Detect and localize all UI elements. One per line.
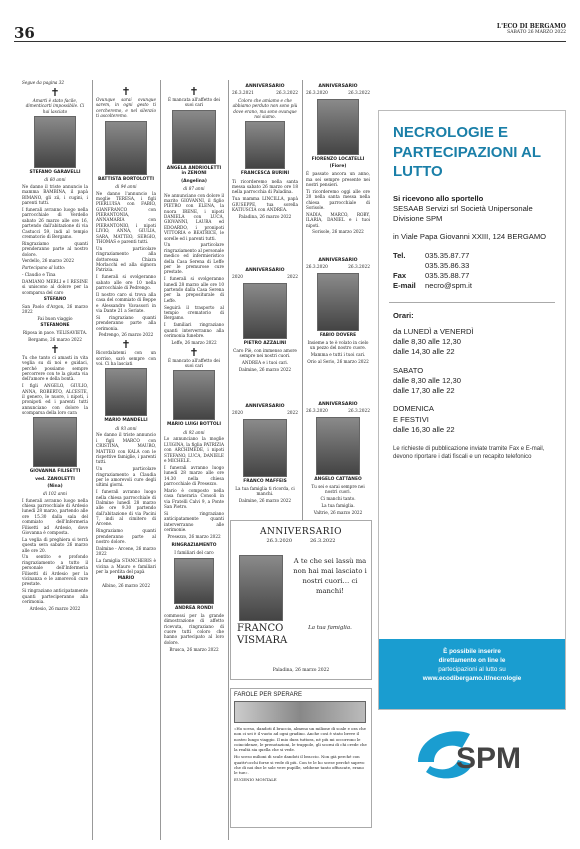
anniversary-date: Dalmine, 26 marzo 2022 [238, 367, 292, 373]
cross-icon: ✝ [121, 85, 131, 98]
obituary-text: I funerali avranno luogo nella parrocchiale di Verdello sabato 26 marzo alle ore 16, partendo dall'abitazione di via Castucci 59, indi al tempio crematorio di Bergamo. [22, 207, 88, 239]
anniversary-dates [232, 411, 298, 417]
obituary-text: Lo annunciano la moglie LUIGINA, la figlia PATRIZIA con ARCHIMEDE, i nipoti STEFANO, LUCA, DANIELE e MICHELE. [164, 436, 224, 463]
obituary-text: È mancata all'affetto dei suoi cari [168, 97, 220, 108]
obituary-text: DAMIANO MERLI e I RESINE si uniscono al dolore per la scomparsa del caro [22, 279, 88, 295]
portrait-photo [317, 273, 359, 331]
deceased-name: ANGELA ANDRIOLETTI in ZENONI [166, 165, 222, 177]
obituary-text: Ne danno il triste annuncio i figli MARCO con CRISTINA, MAURO, MATTEO con KALA con le rispettive famiglie, i parenti tutti. [96, 432, 156, 465]
anniversary-vismara [230, 520, 372, 680]
farole-title: FAROLE PER SPERARE [234, 692, 303, 698]
page-number: 36 [14, 24, 35, 42]
obituary-text: I funerali si svolgeranno lunedì 28 marzo alle ore 10 partendo dalla Casa Serena per la prepositurale di Leffe. [164, 276, 224, 303]
deceased-name: STEFANO [43, 296, 67, 302]
online-banner [379, 639, 565, 709]
date-from: 26.3.2020 [266, 538, 292, 544]
date-to: 26.3.2022 [348, 91, 370, 97]
date-from: 2020 [232, 411, 243, 417]
anniversary-date: Orio al Serio, 26 marzo 2022 [307, 359, 369, 365]
deceased-name: (Angelina) [181, 178, 207, 184]
anniversary-date: Paladina, 26 marzo 2022 [238, 213, 292, 219]
obituary-text: I figli ANGELO, GIULIO, ANNA, ROBERTO, ALCESTE, il genero, le nuore, i nipoti, i pronipoti ed i parenti tutti annunciano con dolore la scomparsa della loro cara [22, 383, 88, 415]
deceased-name: FABIO DOVERE [319, 332, 357, 338]
anniversary-quote: Coloro che amiamo e che abbiamo perduto non sono più dove erano, ma sono ovunque noi siamo. [232, 97, 298, 119]
column-divider [160, 80, 161, 840]
deceased-name: STEFANO GARAVELLI [29, 170, 81, 175]
obituary-date: Ardesio, 26 marzo 2022 [29, 605, 81, 611]
anniversary-dates [306, 91, 370, 97]
anniversary-quote: A te che sei lassù ma non hai mai lasciato i nostri cuori… ci manchi! [293, 557, 367, 595]
obituary-text: Ringraziamo quanti prenderanno parte al nostro dolore. [22, 240, 88, 257]
obituary-text: La famiglia STANCHERIS è vicina a Mauro e familiari per la perdita del papà [96, 558, 156, 574]
anniversary-heading: ANNIVERSARIO [318, 402, 358, 407]
obituary-text: Tu che tanto ci amasti in vita veglia su di noi e guidaci, perché possiamo sempre percorrere con te la giusta via dell'amore e della bontà. [22, 354, 88, 382]
anniversary-dates [306, 265, 370, 271]
farole-text: Ho sceso milioni di scale dandoti il braccio. Non già perché con quattr'occhi forse si vede di più. Con te le ho scese perché sapevo che di noi due le sole vere pupille, sebbene tanto offuscate, erano le tue». [234, 754, 365, 776]
obituary-text: Si ringraziano anticipatamente quanti parteciperanno alla cerimonia. [22, 588, 88, 604]
obituary-text: Fai buon viaggio [37, 316, 73, 321]
deceased-name: FIORENZO LOCATELLI [311, 156, 365, 162]
obituary-text: I familiari ringraziano quanti interverranno alla cerimonia funebre. [164, 322, 224, 338]
date-to: 26.3.2022 [310, 538, 336, 544]
date-from: 2020 [232, 275, 243, 281]
portrait-photo [239, 555, 283, 621]
column-divider [228, 80, 229, 840]
farole-per-sperare [230, 688, 372, 828]
anniversary-date: Dalmine, 26 marzo 2022 [238, 498, 292, 504]
date-to: 2022 [287, 275, 298, 281]
portrait-photo [172, 110, 216, 164]
anniversary-dovere [306, 258, 370, 366]
deceased-name: MARIO MANDELLI [104, 418, 148, 424]
anniversary-date: Sorisole, 26 marzo 2022 [312, 229, 364, 235]
spm-logo-text: SPM [456, 742, 522, 775]
cross-icon: ✝ [50, 342, 60, 356]
obituary-text: Seguirà il trasporto al tempio crematorio di Bergamo. [164, 304, 224, 321]
obituary-text: Un sentito e profondo ringraziamento a tutto il personale dell'Infermeria Filisetti di Ardesio per la vicinanza e le amorevoli cure prestate. [22, 554, 88, 587]
anniversary-text: È passato ancora un anno, ma sei sempre presente nei nostri pensieri. [306, 171, 370, 187]
panel-hours [393, 311, 565, 436]
fax-label: Fax [393, 271, 407, 280]
portrait-photo [243, 283, 287, 339]
obituary-text: commossi per la grande dimostrazione di affetto ricevuta, ringraziano di cuore tutti coloro che hanno partecipato al loro dolore. [164, 612, 224, 645]
portrait-photo [316, 417, 360, 475]
continued-label: Segue da pagina 32 [22, 80, 65, 85]
obituary-quote: Amarti è stato facile, dimenticarti impossibile. Ci hai lasciato [25, 97, 85, 114]
deceased-name: FRANCESCA BURINI [240, 171, 290, 177]
deceased-name: BATTISTA BORTOLOTTI [98, 176, 154, 182]
anniversary-text: ANDREA e i tuoi cari. [241, 360, 289, 366]
anniversary-text: Mamma e tutti i tuoi cari. [310, 352, 366, 358]
column-divider [302, 80, 303, 520]
deceased-name: ANGELO CATTANEO [314, 476, 362, 482]
portrait-photo [34, 116, 76, 168]
obituary-date: Presezzo, 26 marzo 2022 [167, 533, 221, 539]
obituary-text: Si ringraziano quanti prenderanno parte alla cerimonia. [96, 314, 156, 331]
anniversary-heading: ANNIVERSARIO [318, 258, 358, 263]
deceased-age: di 93 anni [115, 425, 137, 431]
column-divider [92, 80, 93, 840]
hours-line: dalle 8,30 alle 12,30 [393, 337, 461, 346]
cross-icon: ✝ [50, 85, 60, 99]
deceased-name: GIOVANNA FILISETTI [29, 469, 81, 475]
masthead-title: L'ECO DI BERGAMO [496, 23, 566, 30]
hours-line: da LUNEDÌ a VENERDÌ [393, 326, 474, 336]
date-to: 26.3.2022 [276, 91, 298, 97]
anniversary-heading: ANNIVERSARIO [259, 527, 343, 537]
date-from: 26.3.2020 [306, 91, 328, 97]
tel-row [393, 261, 565, 271]
portrait-photo [243, 419, 287, 477]
anniversary-text: La tua famiglia. [321, 503, 355, 509]
obituary-text: I funerali avranno luogo nella chiesa parrocchiale di Dalmine lunedì 28 marzo alle ore 9.30 partendo dall'abitazione di via Pacini 7, indi al cimitero di Arcene. [96, 489, 156, 527]
necrologie-info-panel [378, 110, 566, 710]
anniversary-text: Tua mamma LINCILLA, papà GIUSEPPE, tua sorella KATIUSCIA con ANDREA. [232, 196, 298, 212]
necrologie-link[interactable]: www.ecodibergamo.it/necrologie [422, 675, 522, 683]
anniversary-text: Tu sei e sarai sempre nei nostri cuori. [311, 484, 365, 495]
deceased-name: FRANCO MAFFEIS [243, 478, 287, 484]
obituary-text: È mancato all'affetto dei suoi cari [168, 357, 220, 368]
farole-text: «Ho sceso, dandoti il braccio, almeno un milione di scale e ora che non ci sei è il vuoto ad ogni gradino. Anche così è stato breve il nostro lungo viaggio. Il mio dura tuttora, né più mi occorrono le coincidenze, le prenotazioni, le trappole, gli scorni di chi crede che la realtà sia quella che si vede. [234, 726, 367, 753]
panel-line: Si ricevono allo sportello [393, 193, 484, 203]
date-to: 26.3.2022 [348, 409, 370, 415]
email-link[interactable]: necro@spm.it [425, 281, 472, 291]
anniversary-heading: ANNIVERSARIO [245, 84, 285, 89]
obituary-text: I familiari del caro [174, 550, 214, 556]
anniversary-heading: ANNIVERSARIO [245, 404, 285, 409]
anniversary-text: Insieme a te è volato in cielo un pezzo del nostro cuore. [307, 340, 369, 351]
hours-line: dalle 16,30 alle 22 [393, 424, 455, 434]
anniversary-date: Paladina, 26 marzo 2022 [272, 668, 330, 673]
portrait-photo [317, 99, 359, 155]
hours-line: E FESTIVI [393, 414, 429, 424]
deceased-name: PIETRO AZZALINI [243, 340, 287, 346]
date-from: 26.3.2021 [232, 91, 254, 97]
obituary-quote: Ovunque sarai ovunque sarem, in ogni gesto ti cercheremo, e nel silenzio ti ascolteremo. [96, 97, 156, 119]
portrait-photo [33, 417, 77, 467]
hours-line: dalle 8,30 alle 12,30 [393, 375, 461, 385]
portrait-photo [105, 368, 147, 416]
obituary-text: La veglia di preghiera si terrà questa sera sabato 26 marzo alle ore 20. [22, 536, 88, 553]
obituary-text: I funerali avranno luogo nella chiesa parrocchiale di Ardesio lunedì 28 marzo, partendo alle ore 15.30 dalla sala del commiato dell'Infermeria Filisetti ad Ardesio, dove Giovanna è composta. [22, 497, 88, 535]
obituary-text: Ne danno il triste annuncio la mamma BAMBINA, il papà BIMANO, gli zii, i cugini, i parenti tutti. [22, 184, 88, 206]
obituary-text: Si ringraziano anticipatamente quanti interverranno alle cerimonie. [164, 510, 224, 532]
fax-number: 035.35.88.77 [425, 271, 470, 280]
obituary-text: Ringraziamo quanti prenderanno parte al nostro dolore. [96, 528, 156, 544]
anniversary-date: Valtrie, 26 marzo 2022 [313, 510, 363, 515]
anniversary-text: Ci manchi tanto. [320, 496, 356, 502]
anniversary-heading: ANNIVERSARIO [245, 268, 285, 273]
panel-note: Le richieste di pubblicazione inviate tramite Fax e E-mail, devono riportare i dati fiscali e un recapito telefonico [393, 446, 545, 461]
anniversary-text: Ti ricorderemo nella santa messa sabato 26 marzo ore 18 nella parrocchia di Paladina. [232, 178, 298, 195]
deceased-name: STEFANONE [40, 322, 70, 328]
anniversary-dates [306, 409, 370, 415]
obituary-date: Bergamo, 26 marzo 2022 [28, 336, 82, 342]
portrait-photo [174, 558, 214, 604]
anniversary-locatelli [306, 84, 370, 236]
deceased-name: ved. ZANOLETTI [35, 476, 75, 482]
obituary-date: Dalmine - Arcene, 26 marzo 2022 [96, 545, 156, 557]
deceased-age: di 94 anni [115, 183, 137, 189]
deceased-name: FRANCO [237, 623, 284, 634]
anniversary-azzalini [232, 268, 298, 374]
anniversary-burini [232, 84, 298, 221]
deceased-name: MARIO [117, 575, 135, 581]
obituary-text: Il nostro caro si trova alla casa del commiato di Beppe e Alessandro Vavassori in via Dante 21 a Seriate. [96, 291, 156, 313]
deceased-name: MARIO LUIGI BOTTOLI [167, 422, 221, 428]
obituary-text: Un particolare ringraziamento al personale medico ed infermieristico della Casa Serena di Leffe per le premurose cure prestate. [164, 242, 224, 275]
anniversary-maffeis [232, 404, 298, 505]
tel-number: 035.35.87.77 [425, 250, 470, 260]
obituary-text: Un particolare ringraziamento a Claudia per le amorevoli cure degli ultimi giorni. [96, 466, 156, 488]
hours-label: Orari: [393, 310, 414, 320]
panel-title: NECROLOGIE E PARTECIPAZIONI AL LUTTO [393, 124, 541, 180]
obituary-date: San Paolo d'Argon, 26 marzo 2022 [22, 303, 88, 315]
panel-line: SESAAB Servizi srl Società Unipersonale Divisione SPM [393, 203, 533, 223]
obituary-text: Ne annunciano con dolore il marito GIOVANNI, il figlio PIETRO con ELENA, la nuora IRENE, i nipoti DANIELA con LUCA, GIOVANNI, LAURA ed EDOARDO, i pronipoti VITTORIA e BEATRICE, le sorelle ed i parenti tutti. [164, 192, 224, 241]
deceased-age: di 60 anni [44, 177, 66, 183]
anniversary-dates [232, 275, 298, 281]
portrait-photo [105, 121, 147, 175]
participation-names: - Claudio e Tina [22, 272, 56, 278]
anniversary-dates [231, 538, 371, 544]
obituary-date: Pedrengo, 26 marzo 2022 [98, 332, 154, 338]
participation-label: Partecipano al lutto: [22, 265, 66, 271]
tel-row [393, 251, 565, 261]
spm-logo-icon [412, 718, 538, 788]
anniversary-text: NADIA, MARCO, ROBY, ILARIA, DANIEL e i tuoi nipoti. [306, 211, 370, 228]
deceased-name: ANDREA RONDI [174, 605, 214, 611]
deceased-name: VISMARA [237, 635, 288, 646]
obituary-date: Brusca, 26 marzo 2022 [169, 646, 219, 652]
hours-line: dalle 17,30 alle 22 [393, 386, 455, 395]
cross-icon: ✝ [189, 345, 199, 359]
cross-icon: ✝ [121, 338, 131, 352]
obituary-text: Ne danno l'annuncio la moglie TERESA, i figli PIERLUISA con FABIO, GIANFRANCO con PIERANTONIA, ANNAMARIA con PIERANTONIO, i nipoti LIVIO, ANNA, GIULIA, SARA, MATTEO, SERGIO, THOMAS e parenti tutti. [96, 190, 156, 244]
anniversary-text: Caro Piè, con immenso amore sempre nei nostri cuori. [233, 348, 297, 359]
anniversary-dates [232, 91, 298, 97]
header-rule [14, 41, 566, 42]
hours-line: dalle 14,30 alle 22 [393, 347, 455, 357]
obituary-text: Mario è composto nella casa funeraria Consoli in via Fratelli Calvi 9, a Ponte San Pietro. [164, 487, 224, 509]
deceased-age: di 92 anni [183, 429, 205, 435]
tel-number: 035.35.86.33 [425, 260, 470, 270]
obituary-text: Riposa in pace. YELISAVIETA. [22, 330, 88, 335]
panel-address [393, 194, 565, 243]
banner-photo [234, 701, 366, 723]
anniversary-heading: ANNIVERSARIO [318, 84, 358, 89]
panel-divider [389, 302, 555, 303]
date-from: 26.3.2020 [306, 265, 328, 271]
banner-line: È possibile inserire [443, 648, 501, 655]
panel-line: in Viale Papa Giovanni XXIII, 124 BERGAMO [393, 232, 547, 242]
deceased-age: di 102 anni [43, 490, 67, 496]
panel-contacts [393, 251, 565, 292]
deceased-name: (Fiore) [329, 164, 347, 169]
anniversary-cattaneo [306, 402, 370, 517]
date-from: 26.3.2020 [306, 409, 328, 415]
deceased-name: (Nina) [47, 483, 63, 489]
column-3 [164, 86, 224, 653]
obituary-text: I funerali avranno luogo lunedì 28 marzo alle ore 14.30 nella chiesa parrocchiale di Presezzo. [164, 464, 224, 486]
email-label: E-mail [393, 281, 416, 291]
obituary-text: I funerali si svolgeranno sabato alle ore 10 nella parrocchiale di Pedrengo. [96, 274, 156, 290]
date-to: 26.3.2022 [348, 265, 370, 271]
portrait-photo [173, 370, 215, 420]
masthead [497, 24, 566, 36]
obituary-date: Leffe, 26 marzo 2022 [171, 339, 217, 345]
deceased-age: di 87 anni [183, 185, 205, 191]
tel-label: Tel. [393, 250, 406, 260]
portrait-photo [245, 121, 285, 169]
anniversary-text: Ti ricorderemo oggi alle ore 20 nella santa messa nella chiesa parrocchiale di Sorisole. [306, 188, 370, 210]
column-2 [96, 86, 156, 590]
fax-row [393, 271, 565, 281]
masthead-date: SABATO 26 MARZO 2022 [507, 29, 566, 35]
date-to: 2022 [287, 411, 298, 417]
anniversary-sign: La tua famiglia. [308, 625, 352, 631]
email-row [393, 281, 565, 291]
obituary-text: Un particolare ringraziamento alla dottoressa Chiara Morlacchi ed alla signora Patrizia. [96, 245, 156, 273]
hours-line: SABATO [393, 365, 424, 375]
column-1 [22, 80, 88, 613]
farole-author: EUGENIO MONTALE [234, 777, 277, 783]
ringraziamento-heading: RINGRAZIAMENTO [171, 543, 217, 549]
anniversary-text: La tua famiglia ti ricorda, ci manchi. [235, 486, 295, 497]
obituary-date: Verdello, 26 marzo 2022 [22, 258, 74, 264]
banner-line: direttamente on line le [438, 657, 506, 665]
obituary-text: Ricordalatemi con un sorriso, sarò sempre con voi. Ci ha lasciati [96, 350, 156, 366]
obituary-date: Albino, 26 marzo 2022 [101, 582, 151, 588]
hours-line: DOMENICA [393, 404, 434, 414]
banner-line: partecipazioni al lutto su [438, 666, 506, 674]
cross-icon: ✝ [189, 85, 199, 98]
